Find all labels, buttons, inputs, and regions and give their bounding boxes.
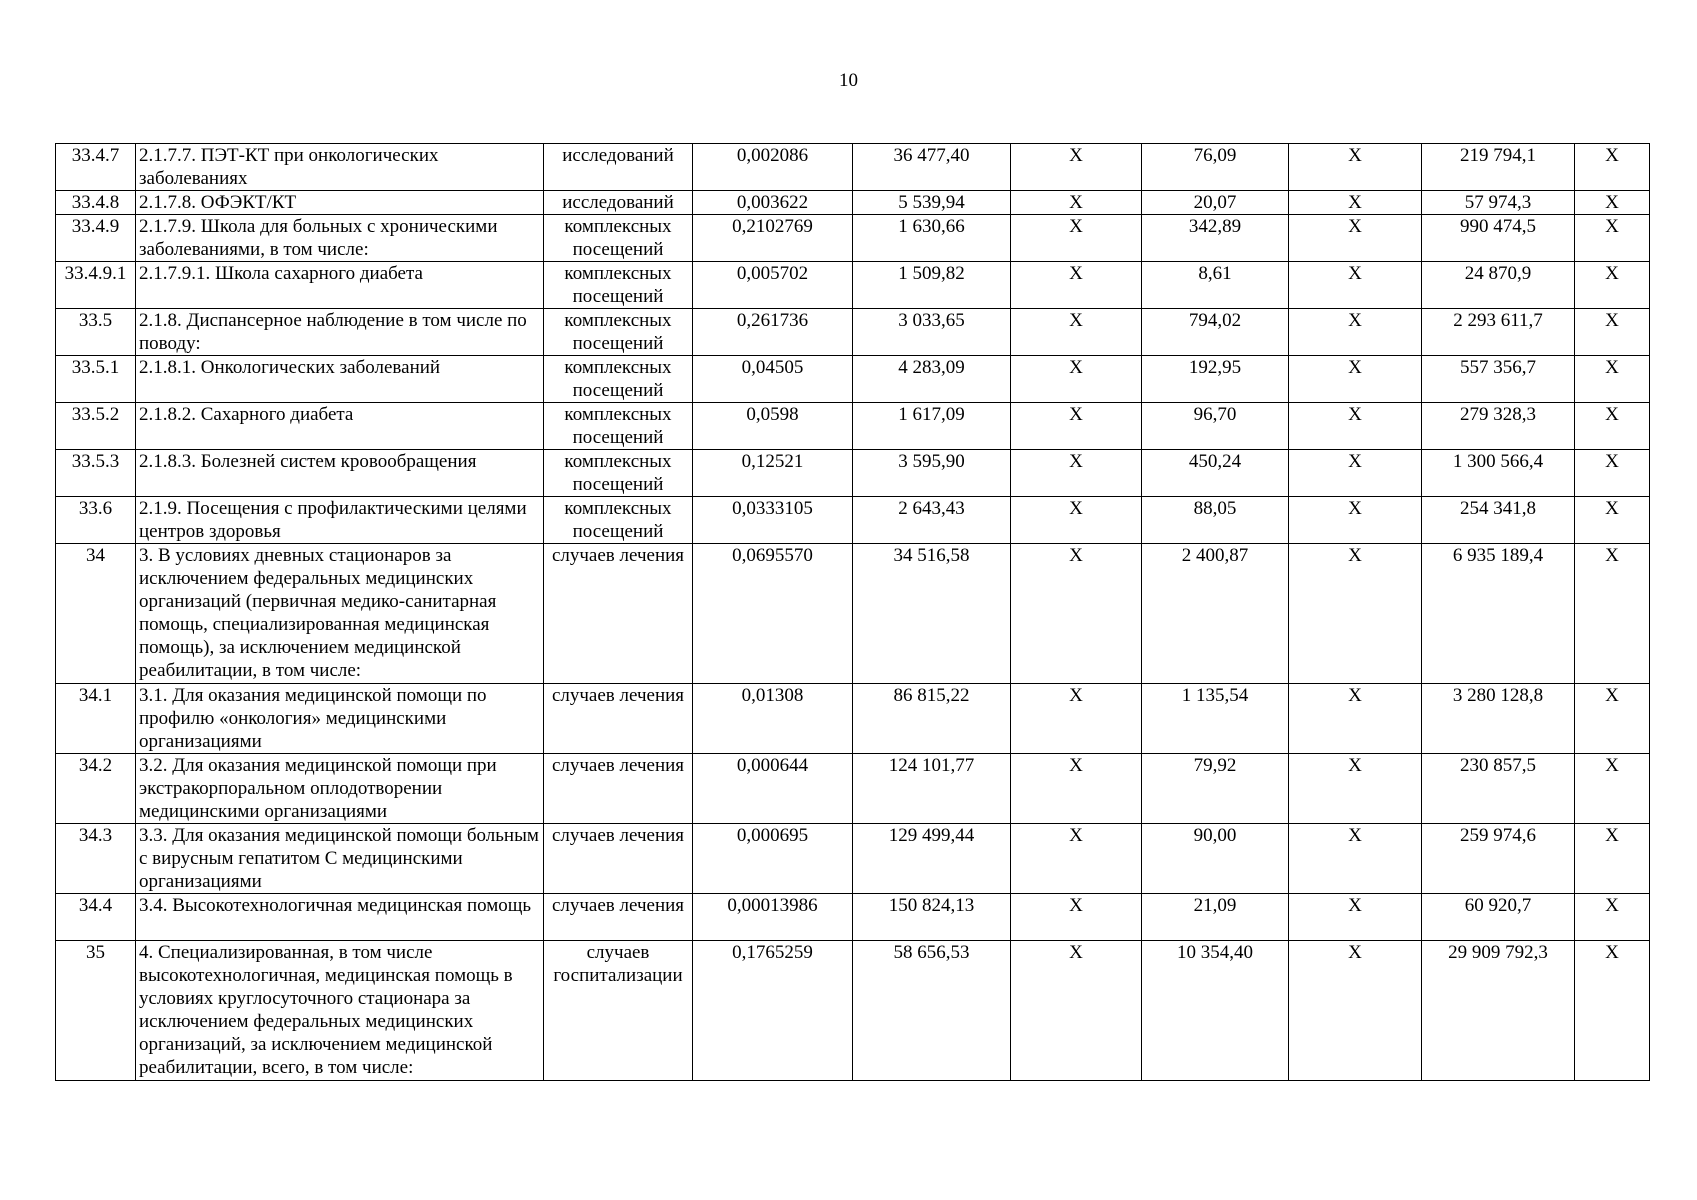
row-x-mark: Х [1575, 262, 1650, 309]
row-name: 2.1.7.8. ОФЭКТ/КТ [136, 191, 544, 215]
row-unit: случаев лечения [544, 544, 693, 684]
row-cost: 34 516,58 [853, 544, 1011, 684]
row-x-mark: Х [1289, 544, 1422, 684]
row-x-mark: Х [1575, 754, 1650, 824]
row-number: 34 [56, 544, 136, 684]
row-number: 34.1 [56, 684, 136, 754]
row-cost: 58 656,53 [853, 941, 1011, 1081]
row-cost: 1 630,66 [853, 215, 1011, 262]
row-norm: 0,002086 [693, 144, 853, 191]
row-x-mark: Х [1575, 403, 1650, 450]
row-unit: исследований [544, 191, 693, 215]
row-total: 254 341,8 [1422, 497, 1575, 544]
row-x-mark: Х [1289, 262, 1422, 309]
row-number: 33.4.9 [56, 215, 136, 262]
row-x-mark: Х [1575, 356, 1650, 403]
row-x-mark: Х [1575, 215, 1650, 262]
row-cost: 2 643,43 [853, 497, 1011, 544]
row-norm: 0,000695 [693, 824, 853, 894]
row-cost: 129 499,44 [853, 824, 1011, 894]
row-name: 2.1.7.9. Школа для больных с хроническими заболеваниями, в том числе: [136, 215, 544, 262]
row-unit: комплексных посещений [544, 215, 693, 262]
row-per-capita: 794,02 [1142, 309, 1289, 356]
row-cost: 1 617,09 [853, 403, 1011, 450]
row-name: 3.2. Для оказания медицинской помощи при экстракорпоральном оплодотворении медицинскими организациями [136, 754, 544, 824]
row-unit: комплексных посещений [544, 262, 693, 309]
row-cost: 1 509,82 [853, 262, 1011, 309]
row-unit: случаев лечения [544, 754, 693, 824]
row-number: 33.4.8 [56, 191, 136, 215]
row-x-mark: Х [1575, 824, 1650, 894]
row-name: 3.1. Для оказания медицинской помощи по профилю «онкология» медицинскими организациями [136, 684, 544, 754]
row-norm: 0,2102769 [693, 215, 853, 262]
row-unit: случаев лечения [544, 824, 693, 894]
row-x-mark: Х [1575, 544, 1650, 684]
row-x-mark: Х [1011, 309, 1142, 356]
row-cost: 86 815,22 [853, 684, 1011, 754]
row-name: 3. В условиях дневных стационаров за исключением федеральных медицинских организаций (первичная медико-санитарная помощь, специализированная медицинская помощь), за исключением медицинской реабилитации, в том числе: [136, 544, 544, 684]
row-per-capita: 10 354,40 [1142, 941, 1289, 1081]
row-total: 3 280 128,8 [1422, 684, 1575, 754]
row-number: 33.5.2 [56, 403, 136, 450]
row-x-mark: Х [1289, 191, 1422, 215]
row-per-capita: 96,70 [1142, 403, 1289, 450]
row-x-mark: Х [1011, 215, 1142, 262]
row-x-mark: Х [1011, 684, 1142, 754]
row-name: 3.4. Высокотехнологичная медицинская помощь [136, 894, 544, 941]
row-per-capita: 2 400,87 [1142, 544, 1289, 684]
row-unit: случаев лечения [544, 684, 693, 754]
row-number: 33.4.9.1 [56, 262, 136, 309]
row-per-capita: 20,07 [1142, 191, 1289, 215]
row-name: 2.1.8.2. Сахарного диабета [136, 403, 544, 450]
table-row [56, 544, 1650, 684]
row-norm: 0,0598 [693, 403, 853, 450]
row-number: 33.6 [56, 497, 136, 544]
row-x-mark: Х [1289, 450, 1422, 497]
table-row [56, 684, 1650, 754]
row-per-capita: 1 135,54 [1142, 684, 1289, 754]
row-x-mark: Х [1011, 262, 1142, 309]
row-x-mark: Х [1289, 894, 1422, 941]
row-total: 6 935 189,4 [1422, 544, 1575, 684]
row-per-capita: 450,24 [1142, 450, 1289, 497]
row-unit: случаев лечения [544, 894, 693, 941]
row-norm: 0,04505 [693, 356, 853, 403]
row-unit: комплексных посещений [544, 309, 693, 356]
table-row [56, 356, 1650, 403]
row-x-mark: Х [1289, 215, 1422, 262]
row-per-capita: 88,05 [1142, 497, 1289, 544]
row-x-mark: Х [1575, 497, 1650, 544]
row-unit: случаев госпитализации [544, 941, 693, 1081]
row-total: 279 328,3 [1422, 403, 1575, 450]
row-number: 33.5 [56, 309, 136, 356]
row-x-mark: Х [1575, 191, 1650, 215]
table-row [56, 215, 1650, 262]
row-norm: 0,12521 [693, 450, 853, 497]
row-norm: 0,000644 [693, 754, 853, 824]
row-x-mark: Х [1011, 191, 1142, 215]
row-x-mark: Х [1289, 309, 1422, 356]
row-total: 57 974,3 [1422, 191, 1575, 215]
row-cost: 150 824,13 [853, 894, 1011, 941]
row-total: 219 794,1 [1422, 144, 1575, 191]
row-cost: 124 101,77 [853, 754, 1011, 824]
table-row [56, 403, 1650, 450]
row-cost: 3 033,65 [853, 309, 1011, 356]
row-unit: исследований [544, 144, 693, 191]
row-x-mark: Х [1575, 144, 1650, 191]
row-x-mark: Х [1289, 144, 1422, 191]
row-total: 1 300 566,4 [1422, 450, 1575, 497]
row-x-mark: Х [1011, 450, 1142, 497]
row-x-mark: Х [1011, 824, 1142, 894]
row-total: 990 474,5 [1422, 215, 1575, 262]
table-row [56, 894, 1650, 941]
row-x-mark: Х [1011, 544, 1142, 684]
row-x-mark: Х [1011, 144, 1142, 191]
row-name: 2.1.8.3. Болезней систем кровообращения [136, 450, 544, 497]
row-unit: комплексных посещений [544, 450, 693, 497]
row-total: 2 293 611,7 [1422, 309, 1575, 356]
row-x-mark: Х [1575, 684, 1650, 754]
row-norm: 0,005702 [693, 262, 853, 309]
row-x-mark: Х [1289, 356, 1422, 403]
row-norm: 0,0695570 [693, 544, 853, 684]
row-unit: комплексных посещений [544, 497, 693, 544]
table-row [56, 191, 1650, 215]
row-unit: комплексных посещений [544, 356, 693, 403]
row-total: 230 857,5 [1422, 754, 1575, 824]
row-per-capita: 76,09 [1142, 144, 1289, 191]
table-row [56, 941, 1650, 1081]
row-number: 34.3 [56, 824, 136, 894]
row-norm: 0,1765259 [693, 941, 853, 1081]
row-norm: 0,01308 [693, 684, 853, 754]
page-number: 10 [839, 70, 858, 91]
row-norm: 0,261736 [693, 309, 853, 356]
row-total: 24 870,9 [1422, 262, 1575, 309]
row-x-mark: Х [1011, 894, 1142, 941]
row-per-capita: 8,61 [1142, 262, 1289, 309]
row-cost: 36 477,40 [853, 144, 1011, 191]
row-number: 33.5.1 [56, 356, 136, 403]
row-total: 60 920,7 [1422, 894, 1575, 941]
row-name: 2.1.7.7. ПЭТ-КТ при онкологических заболеваниях [136, 144, 544, 191]
row-x-mark: Х [1011, 356, 1142, 403]
row-norm: 0,00013986 [693, 894, 853, 941]
row-number: 33.4.7 [56, 144, 136, 191]
row-number: 34.2 [56, 754, 136, 824]
row-unit: комплексных посещений [544, 403, 693, 450]
row-cost: 3 595,90 [853, 450, 1011, 497]
row-norm: 0,003622 [693, 191, 853, 215]
table-body [56, 144, 1650, 1081]
row-name: 2.1.8. Диспансерное наблюдение в том числе по поводу: [136, 309, 544, 356]
row-number: 33.5.3 [56, 450, 136, 497]
row-per-capita: 342,89 [1142, 215, 1289, 262]
row-total: 259 974,6 [1422, 824, 1575, 894]
row-total: 29 909 792,3 [1422, 941, 1575, 1081]
row-x-mark: Х [1289, 824, 1422, 894]
row-total: 557 356,7 [1422, 356, 1575, 403]
row-name: 2.1.7.9.1. Школа сахарного диабета [136, 262, 544, 309]
row-number: 35 [56, 941, 136, 1081]
row-x-mark: Х [1575, 894, 1650, 941]
row-norm: 0,0333105 [693, 497, 853, 544]
row-name: 2.1.8.1. Онкологических заболеваний [136, 356, 544, 403]
row-cost: 4 283,09 [853, 356, 1011, 403]
row-x-mark: Х [1289, 941, 1422, 1081]
row-per-capita: 79,92 [1142, 754, 1289, 824]
row-name: 2.1.9. Посещения с профилактическими целями центров здоровья [136, 497, 544, 544]
row-x-mark: Х [1011, 497, 1142, 544]
row-x-mark: Х [1289, 403, 1422, 450]
table-row [56, 754, 1650, 824]
table-row [56, 144, 1650, 191]
row-name: 4. Специализированная, в том числе высокотехнологичная, медицинская помощь в условиях круглосуточного стационара за исключением федеральных медицинских организаций, за исключением медицинской реабилитации, всего, в том числе: [136, 941, 544, 1081]
table-row [56, 450, 1650, 497]
table-row [56, 824, 1650, 894]
row-x-mark: Х [1011, 403, 1142, 450]
row-cost: 5 539,94 [853, 191, 1011, 215]
row-x-mark: Х [1011, 754, 1142, 824]
table-row [56, 309, 1650, 356]
row-x-mark: Х [1289, 754, 1422, 824]
row-x-mark: Х [1575, 450, 1650, 497]
row-x-mark: Х [1011, 941, 1142, 1081]
table-row [56, 262, 1650, 309]
row-x-mark: Х [1575, 941, 1650, 1081]
row-per-capita: 21,09 [1142, 894, 1289, 941]
table-row [56, 497, 1650, 544]
row-number: 34.4 [56, 894, 136, 941]
row-per-capita: 90,00 [1142, 824, 1289, 894]
row-x-mark: Х [1575, 309, 1650, 356]
data-table [55, 143, 1650, 1081]
row-x-mark: Х [1289, 684, 1422, 754]
row-per-capita: 192,95 [1142, 356, 1289, 403]
row-name: 3.3. Для оказания медицинской помощи больным с вирусным гепатитом С медицинскими организациями [136, 824, 544, 894]
row-x-mark: Х [1289, 497, 1422, 544]
